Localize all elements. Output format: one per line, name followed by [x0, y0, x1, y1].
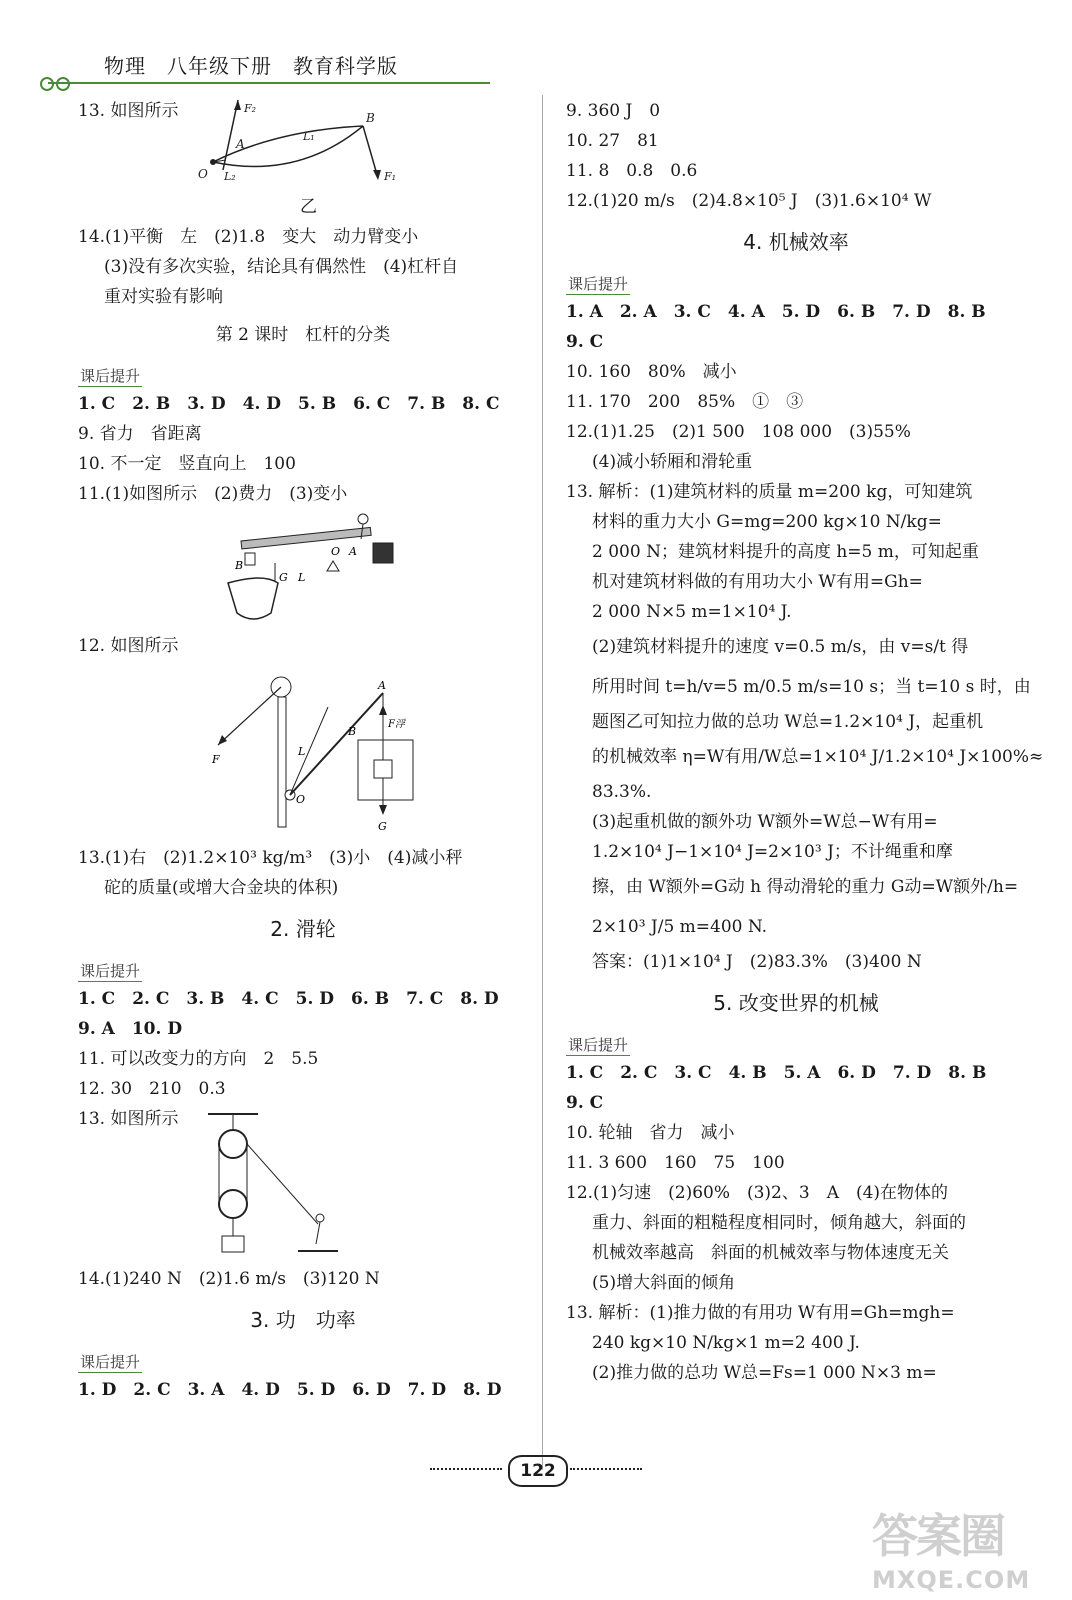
answer-line: 9. 省力 省距离: [78, 424, 202, 444]
solution-line: (2)建筑材料提升的速度 v=0.5 m/s，由 v=s/t 得: [592, 637, 969, 657]
solution-line: 2 000 N×5 m=1×10⁴ J.: [592, 602, 792, 622]
header-rule: [48, 82, 490, 84]
choice-answers: 1. C 2. C 3. B 4. C 5. D 6. B 7. C 8. D: [78, 989, 499, 1009]
svg-text:B: B: [235, 559, 244, 572]
svg-text:A: A: [349, 545, 357, 558]
section-title: 5. 改变世界的机械: [713, 991, 879, 1015]
answer-line: 10. 不一定 竖直向上 100: [78, 454, 296, 474]
solution-line: 题图乙可知拉力做的总功 W总=1.2×10⁴ J，起重机: [592, 712, 984, 732]
svg-text:B: B: [366, 111, 375, 125]
lever-figure-water: [198, 665, 458, 835]
header-title: 物理 八年级下册 教育科学版: [104, 54, 398, 78]
svg-text:O: O: [296, 793, 306, 806]
answer-line: 14.(1)240 N (2)1.6 m/s (3)120 N: [78, 1269, 380, 1289]
solution-line: 擦，由 W额外=G动 h 得动滑轮的重力 G动=W额外/h=: [592, 877, 1019, 897]
solution-line: (3)起重机做的额外功 W额外=W总−W有用=: [592, 812, 938, 832]
solution-line: 的机械效率 η=W有用/W总=1×10⁴ J/1.2×10⁴ J×100%≈: [592, 747, 1044, 767]
subsection-title: 第 2 课时 杠杆的分类: [215, 325, 391, 345]
answer-line: 13. 如图所示: [78, 1109, 179, 1129]
svg-text:F: F: [212, 753, 220, 766]
answer-line: 13. 如图所示: [78, 101, 179, 121]
figure-caption: 乙: [300, 197, 317, 217]
lever-figure-yi: [188, 100, 488, 190]
header-dot: [56, 77, 70, 91]
section-tag: 课后提升: [568, 275, 629, 293]
solution-line: 13. 解析：(1)推力做的有用功 W有用=Gh=mgh=: [566, 1303, 955, 1323]
page-number: 122: [508, 1455, 568, 1487]
answer-line: 10. 160 80% 减小: [566, 362, 737, 382]
answer-line: 重对实验有影响: [104, 287, 223, 307]
section-tag: 课后提升: [80, 367, 141, 385]
answer-line: 12.(1)匀速 (2)60% (3)2、3 A (4)在物体的: [566, 1183, 949, 1203]
solution-line: 材料的重力大小 G=mg=200 kg×10 N/kg=: [592, 512, 942, 532]
svg-text:F₁: F₁: [384, 170, 397, 183]
svg-text:G: G: [378, 820, 387, 833]
page-header: [40, 44, 490, 90]
column-divider: [542, 95, 543, 1470]
svg-text:G: G: [279, 571, 288, 584]
section-tag: 课后提升: [80, 1353, 141, 1371]
svg-text:A: A: [236, 137, 245, 151]
choice-answers: 1. C 2. B 3. D 4. D 5. B 6. C 7. B 8. C: [78, 394, 500, 414]
page-number-dots: [570, 1468, 642, 1472]
svg-text:O: O: [331, 545, 341, 558]
lever-figure-scale: [223, 513, 443, 623]
answer-line: 9. 360 J 0: [566, 101, 661, 121]
svg-text:F浮: F浮: [388, 719, 405, 730]
section-title: 4. 机械效率: [743, 230, 849, 254]
watermark-url: MXQE.COM: [872, 1566, 1031, 1594]
solution-line: 所用时间 t=h/v=5 m/0.5 m/s=10 s；当 t=10 s 时，由: [592, 677, 1031, 697]
solution-line: 83.3%.: [592, 782, 652, 802]
solution-line: (2)推力做的总功 W总=Fs=1 000 N×3 m=: [592, 1363, 937, 1383]
final-answer: 答案：(1)1×10⁴ J (2)83.3% (3)400 N: [592, 952, 922, 972]
choice-answers: 1. D 2. C 3. A 4. D 5. D 6. D 7. D 8. D: [78, 1380, 502, 1400]
answer-line: 12. 30 210 0.3: [78, 1079, 226, 1099]
svg-text:L₁: L₁: [303, 130, 315, 143]
page-number-dots: [430, 1468, 502, 1472]
svg-text:O: O: [198, 167, 208, 181]
answer-line: 机械效率越高 斜面的机械效率与物体速度无关: [592, 1243, 949, 1263]
svg-text:F₂: F₂: [244, 102, 257, 115]
answer-line: (3)没有多次实验，结论具有偶然性 (4)杠杆自: [104, 257, 459, 277]
choice-answers: 1. A 2. A 3. C 4. A 5. D 6. B 7. D 8. B: [566, 302, 986, 322]
svg-text:B: B: [348, 725, 357, 738]
svg-text:L: L: [298, 571, 306, 584]
answer-line: 10. 轮轴 省力 减小: [566, 1123, 735, 1143]
solution-line: 1.2×10⁴ J−1×10⁴ J=2×10³ J；不计绳重和摩: [592, 842, 953, 862]
solution-line: 2×10³ J/5 m=400 N.: [592, 917, 768, 937]
solution-line: 机对建筑材料做的有用功大小 W有用=Gh=: [592, 572, 923, 592]
watermark: [872, 1500, 1030, 1594]
solution-line: 2 000 N；建筑材料提升的高度 h=5 m，可知起重: [592, 542, 979, 562]
choice-answers: 9. C: [566, 1093, 604, 1113]
section-title: 2. 滑轮: [270, 917, 336, 941]
choice-answers: 1. C 2. C 3. C 4. B 5. A 6. D 7. D 8. B: [566, 1063, 987, 1083]
answer-line: 11. 可以改变力的方向 2 5.5: [78, 1049, 319, 1069]
answer-line: 11. 170 200 85% ① ③: [566, 392, 804, 412]
answer-line: 11.(1)如图所示 (2)费力 (3)变小: [78, 484, 348, 504]
answer-line: 重力、斜面的粗糙程度相同时，倾角越大，斜面的: [592, 1213, 966, 1233]
answer-line: 11. 3 600 160 75 100: [566, 1153, 785, 1173]
svg-text:L: L: [298, 745, 306, 758]
section-tag: 课后提升: [80, 962, 141, 980]
pulley-figure: [198, 1106, 398, 1256]
solution-line: 13. 解析：(1)建筑材料的质量 m=200 kg，可知建筑: [566, 482, 973, 502]
answer-line: 11. 8 0.8 0.6: [566, 161, 698, 181]
answer-line: 14.(1)平衡 左 (2)1.8 变大 动力臂变小: [78, 227, 419, 247]
answer-line: 12.(1)20 m/s (2)4.8×10⁵ J (3)1.6×10⁴ W: [566, 191, 932, 211]
right-column: [566, 96, 1044, 1388]
section-title: 3. 功 功率: [250, 1308, 356, 1332]
section-tag: 课后提升: [568, 1036, 629, 1054]
answer-line: 13.(1)右 (2)1.2×10³ kg/m³ (3)小 (4)减小秤: [78, 848, 463, 868]
svg-text:A: A: [378, 679, 386, 692]
answer-line: 12. 如图所示: [78, 636, 179, 656]
svg-text:L₂: L₂: [224, 170, 236, 183]
choice-answers: 9. C: [566, 332, 604, 352]
watermark-logo: 答案圈: [872, 1509, 1004, 1563]
left-column: [78, 96, 528, 1405]
header-dot: [40, 77, 54, 91]
answer-line: (4)减小轿厢和滑轮重: [592, 452, 753, 472]
answer-line: 10. 27 81: [566, 131, 659, 151]
choice-answers: 9. A 10. D: [78, 1019, 183, 1039]
answer-line: 12.(1)1.25 (2)1 500 108 000 (3)55%: [566, 422, 911, 442]
answer-line: (5)增大斜面的倾角: [592, 1273, 736, 1293]
answer-line: 砣的质量(或增大合金块的体积): [104, 878, 339, 898]
solution-line: 240 kg×10 N/kg×1 m=2 400 J.: [592, 1333, 860, 1353]
